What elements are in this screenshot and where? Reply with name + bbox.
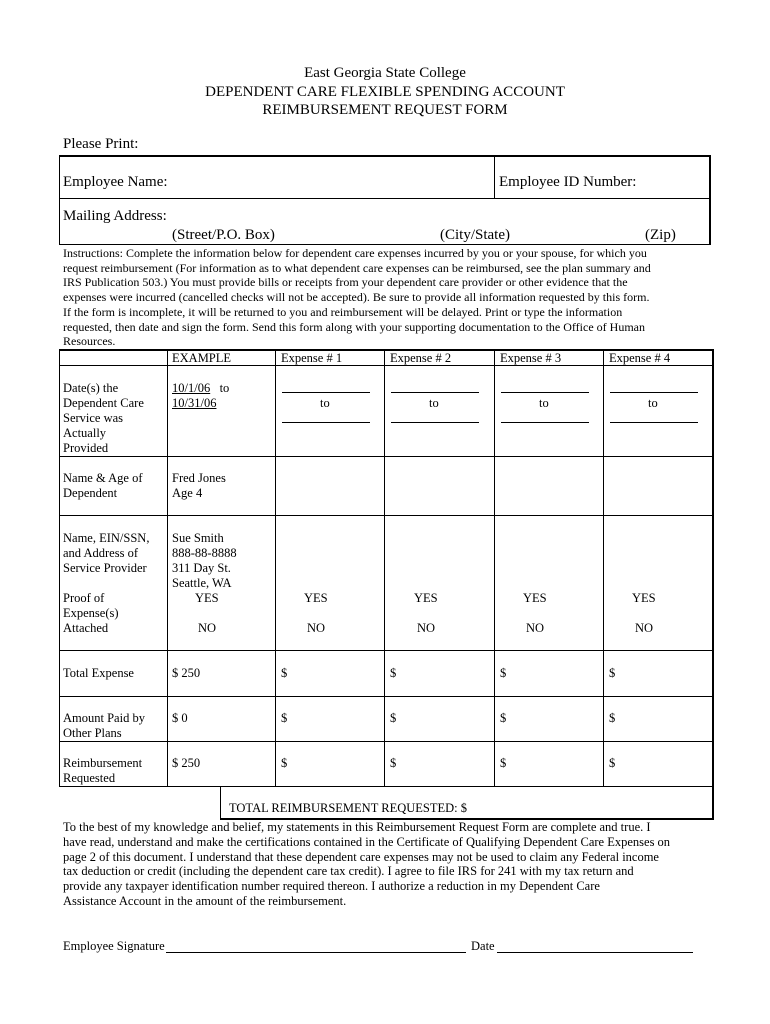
expense-2-other-plans-field[interactable]: $: [390, 711, 397, 725]
instructions-line: IRS Publication 503.) You must provide bills or receipts from your dependent care provider or other evidence that the: [63, 275, 628, 290]
expense-3-other-plans-field[interactable]: $: [500, 711, 507, 725]
form-title-line1: DEPENDENT CARE FLEXIBLE SPENDING ACCOUNT: [205, 84, 565, 100]
employee-id-field[interactable]: [648, 172, 706, 194]
example-proof-no[interactable]: NO: [198, 621, 217, 635]
instructions-line: expenses were incurred (cancelled checks will not be accepted). Be sure to provide all information requested by this form.: [63, 290, 650, 305]
example-proof-yes[interactable]: YES: [195, 591, 219, 605]
employee-id-label: Employee ID Number:: [499, 174, 637, 190]
instructions-line: Resources.: [63, 334, 116, 349]
form-title-line2: REIMBURSEMENT REQUEST FORM: [262, 102, 508, 118]
mailing-address-label: Mailing Address:: [63, 208, 167, 224]
row-label-dependent: Name & Age of Dependent: [63, 471, 143, 500]
instructions-line: requested, then date and sign the form. Send this form along with your supporting documentation to the Office of Human: [63, 319, 645, 334]
expense-3-dependent-field[interactable]: [496, 458, 602, 514]
expense-2-proof-no[interactable]: NO: [417, 621, 436, 635]
expense-4-date-to-word: to: [648, 396, 658, 410]
expense-2-date-from-field[interactable]: [391, 392, 479, 393]
column-header-expense-1: Expense # 1: [281, 351, 343, 365]
expense-3-provider-field[interactable]: [496, 517, 602, 589]
certification-text: To the best of my knowledge and belief, my statements in this Reimbursement Request Form are complete and true. I have read, understand and make the certifications contained in the Certificate of Qualifying Dependent Care Expenses on page 2 of this document. I understand that these dependent care expenses may not be used to claim any Federal income tax deduction or credit (including the dependent care tax credit). I agree to file IRS for 241 with my tax return and provide any taxpayer identification number required thereon. I authorize a reduction in my Dependent Care Assistance Account in the amount of the reimbursement.: [63, 820, 671, 908]
expense-1-provider-field[interactable]: [277, 517, 383, 589]
city-state-caption: (City/State): [440, 227, 510, 243]
expense-1-total-field[interactable]: $: [281, 666, 288, 680]
expense-2-proof-yes[interactable]: YES: [414, 591, 438, 605]
expense-4-provider-field[interactable]: [605, 517, 711, 589]
expense-4-proof-yes[interactable]: YES: [632, 591, 656, 605]
expense-4-date-to-field[interactable]: [610, 422, 698, 423]
expense-1-date-to-word: to: [320, 396, 330, 410]
expense-4-proof-no[interactable]: NO: [635, 621, 654, 635]
row-label-provider: Name, EIN/SSN, and Address of Service Provider: [63, 531, 150, 575]
date-field[interactable]: [497, 952, 693, 953]
column-header-expense-3: Expense # 3: [500, 351, 562, 365]
street-caption: (Street/P.O. Box): [172, 227, 275, 243]
expense-3-reimbursement-field[interactable]: $: [500, 756, 507, 770]
expense-4-dependent-field[interactable]: [605, 458, 711, 514]
please-print-label: Please Print:: [63, 136, 139, 152]
college-name: East Georgia State College: [304, 65, 466, 81]
expense-3-proof-yes[interactable]: YES: [523, 591, 547, 605]
row-label-dates: Date(s) the Dependent Care Service was Actually Provided: [63, 381, 144, 455]
date-label: Date: [471, 939, 495, 953]
employee-name-label: Employee Name:: [63, 174, 168, 190]
instructions-line: request reimbursement (For information as to what dependent care expenses can be reimbursed, see the plan summary and: [63, 260, 651, 275]
row-label-total-expense: Total Expense: [63, 666, 134, 680]
expense-3-date-from-field[interactable]: [501, 392, 589, 393]
expense-4-total-field[interactable]: $: [609, 666, 616, 680]
expense-2-date-to-word: to: [429, 396, 439, 410]
row-label-proof: Proof of Expense(s) Attached: [63, 591, 119, 635]
column-header-expense-4: Expense # 4: [609, 351, 671, 365]
expense-4-date-from-field[interactable]: [610, 392, 698, 393]
expense-1-proof-yes[interactable]: YES: [304, 591, 328, 605]
expense-3-proof-no[interactable]: NO: [526, 621, 545, 635]
mailing-address-field[interactable]: [62, 205, 706, 227]
instructions-line: If the form is incomplete, it will be returned to you and reimbursement will be delayed. Print or type the information: [63, 304, 623, 319]
expense-3-total-field[interactable]: $: [500, 666, 507, 680]
expense-2-reimbursement-field[interactable]: $: [390, 756, 397, 770]
example-reimbursement: $ 250: [172, 756, 201, 770]
expense-4-reimbursement-field[interactable]: $: [609, 756, 616, 770]
expense-1-other-plans-field[interactable]: $: [281, 711, 288, 725]
expense-1-date-to-field[interactable]: [282, 422, 370, 423]
expense-1-date-from-field[interactable]: [282, 392, 370, 393]
column-header-expense-2: Expense # 2: [390, 351, 452, 365]
row-label-other-plans: Amount Paid by Other Plans: [63, 711, 145, 740]
expense-3-date-to-field[interactable]: [501, 422, 589, 423]
zip-caption: (Zip): [645, 227, 676, 243]
expense-3-date-to-word: to: [539, 396, 549, 410]
example-provider: Sue Smith 888-88-8888 311 Day St. Seattle, WA: [172, 531, 237, 590]
employee-signature-label: Employee Signature: [63, 939, 165, 953]
expense-1-proof-no[interactable]: NO: [307, 621, 326, 635]
expense-1-reimbursement-field[interactable]: $: [281, 756, 288, 770]
expense-1-dependent-field[interactable]: [277, 458, 383, 514]
instructions: [63, 246, 703, 349]
total-reimbursement-label: TOTAL REIMBURSEMENT REQUESTED: $: [229, 801, 468, 815]
employee-name-field[interactable]: [62, 172, 490, 194]
expense-2-date-to-field[interactable]: [391, 422, 479, 423]
expense-4-other-plans-field[interactable]: $: [609, 711, 616, 725]
example-date-to: 10/31/06: [172, 396, 217, 410]
column-header-example: EXAMPLE: [172, 351, 232, 365]
expense-2-provider-field[interactable]: [386, 517, 493, 589]
expense-2-total-field[interactable]: $: [390, 666, 397, 680]
example-total-expense: $ 250: [172, 666, 201, 680]
total-reimbursement-field[interactable]: [475, 798, 707, 816]
expense-2-dependent-field[interactable]: [386, 458, 493, 514]
instructions-line: Instructions: Complete the information below for dependent care expenses incurred by you or your spouse, for which you: [63, 246, 647, 260]
employee-signature-field[interactable]: [166, 952, 466, 953]
row-label-reimbursement: Reimbursement Requested: [63, 756, 143, 785]
example-other-plans: $ 0: [172, 711, 188, 725]
example-dependent: Fred Jones Age 4: [172, 471, 226, 500]
example-date-from: 10/1/06 to: [172, 381, 230, 395]
